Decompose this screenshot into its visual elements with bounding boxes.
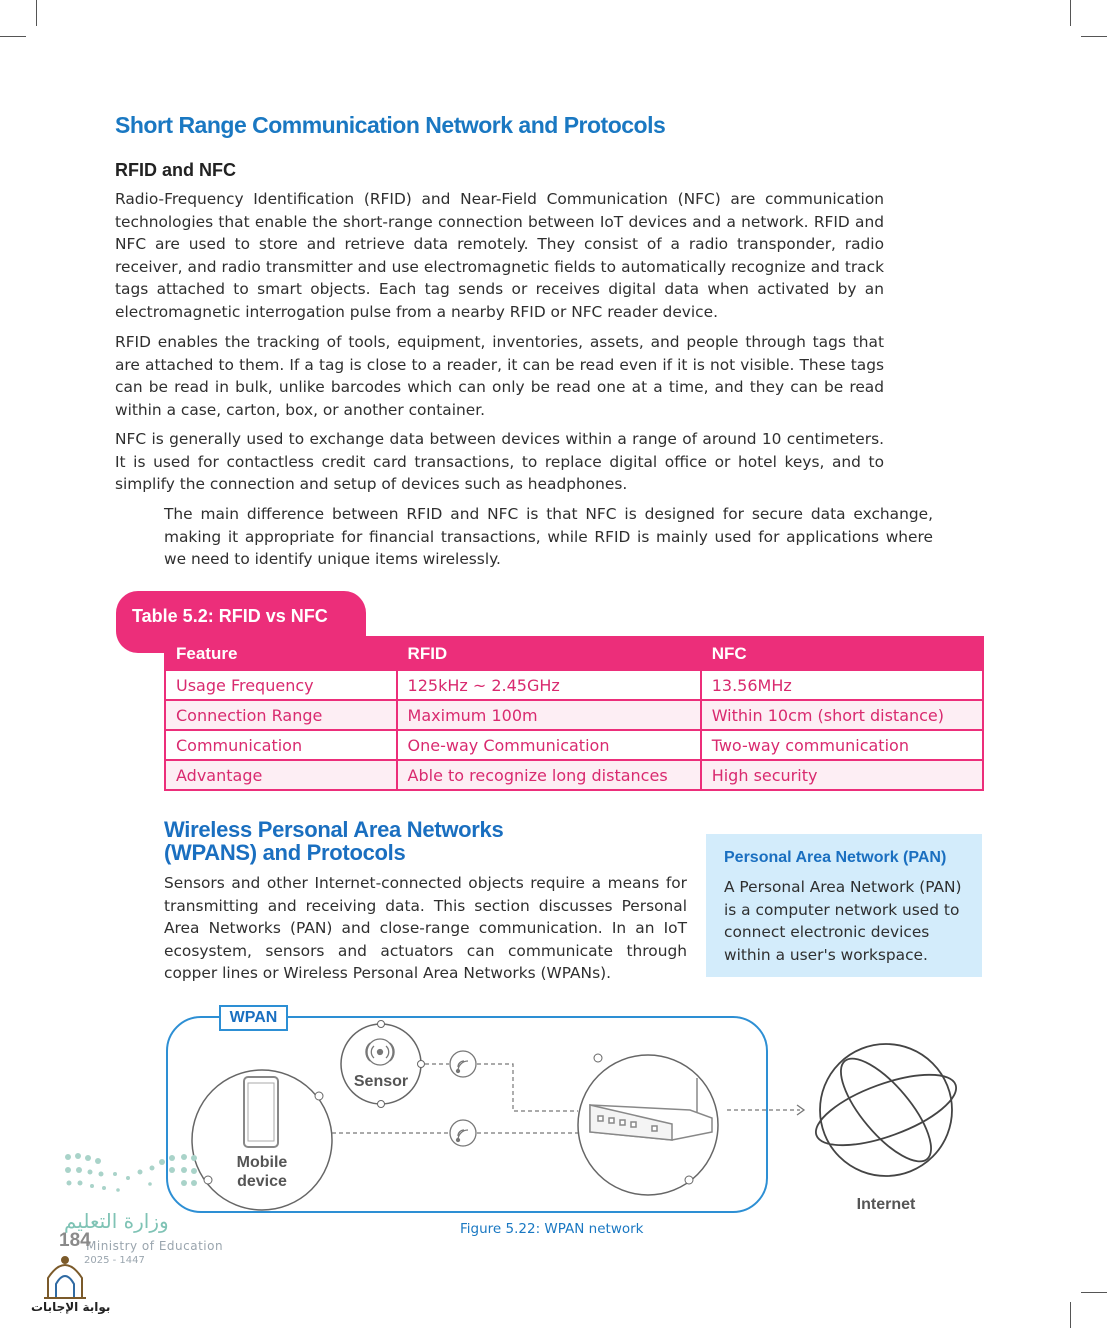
- ministry-arabic-name: وزارة التعليم: [64, 1209, 169, 1233]
- table-cell: Able to recognize long distances: [397, 760, 701, 790]
- wifi-icon: [450, 1051, 476, 1077]
- portal-logo-icon: [44, 1257, 86, 1298]
- mobile-device-label-2: device: [237, 1173, 287, 1190]
- wpan-label: WPAN: [229, 1009, 278, 1026]
- rfid-nfc-heading: RFID and NFC: [115, 160, 236, 180]
- table-cell: Two-way communication: [701, 730, 983, 760]
- table-header-cell: RFID: [397, 637, 701, 670]
- table-cell: High security: [701, 760, 983, 790]
- wpan-heading-line-2: (WPANS) and Protocols: [164, 840, 406, 865]
- page-number: 184: [59, 1230, 91, 1251]
- pan-box-title: Personal Area Network (PAN): [724, 849, 947, 866]
- wpan-paragraph: Sensors and other Internet-connected objects require a means for transmitting and receiving data. This section discusses Personal Area Networks (PAN) and close-range communication. In an IoT ecosystem, sensors and actuators can communicate through copper lines or Wireless Personal Area Networks (WPANs).: [164, 874, 687, 983]
- table-cell: 125kHz ~ 2.45GHz: [397, 670, 701, 700]
- mobile-phone-icon: [244, 1077, 278, 1147]
- ministry-logo-dots: [65, 1153, 197, 1192]
- rfid-paragraph: RFID enables the tracking of tools, equipment, inventories, assets, and people through tags that are attached to them. If a tag is close to a reader, it can be read even if it is not visible. These tags can be read in bulk, unlike barcodes which can only be read one at a time, and they can be read within a case, carton, box, or another container.: [115, 333, 884, 419]
- table-cell: 13.56MHz: [701, 670, 983, 700]
- table-caption: Table 5.2: RFID vs NFC: [132, 606, 328, 626]
- table-cell: Usage Frequency: [165, 670, 397, 700]
- rfid-nfc-paragraph-1: Radio-Frequency Identification (RFID) and Near-Field Communication (NFC) are communication technologies that enable the short-range connection between IoT devices and a network. RFID and NFC are used to store and retrieve data remotely. They consist of a radio transponder, radio receiver, and radio transmitter and use electromagnetic fields to automatically recognize and track tags attached to smart objects. Each tag sends or receives digital data when activated by an electromagnetic interrogation pulse from a nearby RFID or NFC reader device.: [115, 190, 884, 321]
- portal-name: بوابة الإجابات: [31, 1300, 111, 1314]
- internet-globe-icon: [808, 1044, 965, 1176]
- section-title: Short Range Communication Network and Protocols: [115, 112, 666, 138]
- table-cell: Communication: [165, 730, 397, 760]
- sensor-node: [341, 1024, 421, 1104]
- table-cell: Maximum 100m: [397, 700, 701, 730]
- difference-note: The main difference between RFID and NFC is that NFC is designed for secure data exchange, making it appropriate for financial transactions, while RFID is mainly used for applications where we need to identify unique items wirelessly.: [164, 505, 933, 569]
- table-cell: One-way Communication: [397, 730, 701, 760]
- table-header-cell: NFC: [701, 637, 983, 670]
- pan-box-text: A Personal Area Network (PAN) is a computer network used to connect electronic devices within a user's workspace.: [724, 878, 962, 964]
- nfc-paragraph: NFC is generally used to exchange data between devices within a range of around 10 centimeters. It is used for contactless credit card transactions, to replace digital office or hotel keys, and to simplify the connection and setup of devices such as headphones.: [115, 430, 884, 494]
- sensor-label: Sensor: [353, 1073, 409, 1090]
- figure-caption: Figure 5.22: WPAN network: [460, 1221, 644, 1237]
- wifi-icon: [450, 1120, 476, 1146]
- table-cell: Within 10cm (short distance): [701, 700, 983, 730]
- table-header-cell: Feature: [165, 637, 397, 670]
- table-cell: Advantage: [165, 760, 397, 790]
- table-cell: Connection Range: [165, 700, 397, 730]
- ministry-year: 2025 - 1447: [84, 1255, 145, 1266]
- wpan-heading-line-1: Wireless Personal Area Networks: [164, 817, 504, 842]
- mobile-device-label-1: Mobile: [236, 1154, 288, 1171]
- internet-label: Internet: [856, 1196, 916, 1213]
- ministry-english-name: Ministry of Education: [86, 1239, 224, 1253]
